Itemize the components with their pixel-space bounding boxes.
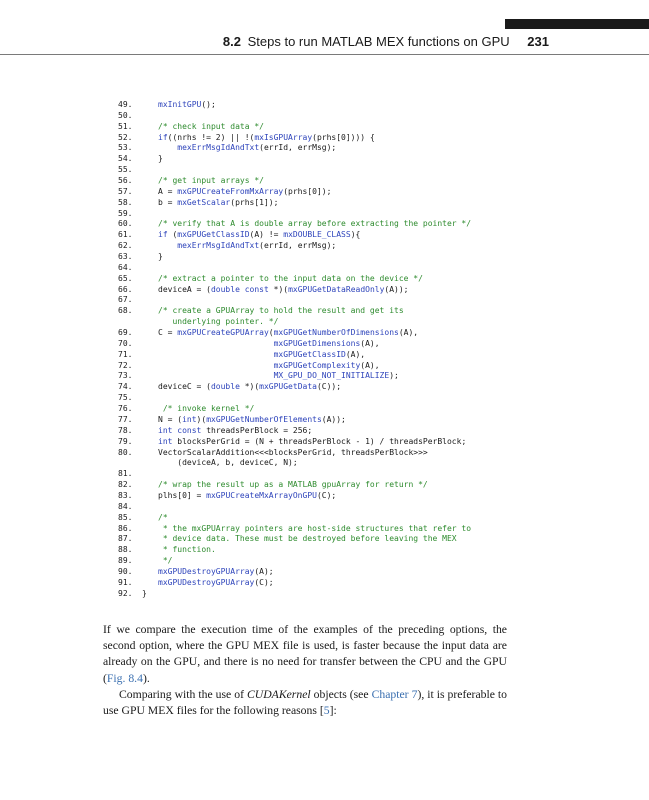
line-number: 62. [118,241,133,251]
line-number: 59. [118,208,133,218]
figure-link[interactable]: Fig. 8.4 [106,671,143,685]
code-line [118,404,538,415]
code-line [118,371,538,382]
code-line [118,165,538,176]
line-code: mxGPUDestroyGPUArray(C); [158,577,274,587]
line-number: 73. [118,371,133,381]
line-code: mxGPUGetDimensions(A), [273,338,380,348]
line-number: 55. [118,165,133,175]
line-number: 65. [118,273,133,283]
cudakernel-term: CUDAKernel [247,687,311,701]
line-number: 85. [118,512,133,522]
line-code: N = (int)(mxGPUGetNumberOfElements(A)); [158,414,346,424]
line-number: 52. [118,132,133,142]
line-code: (deviceA, b, deviceC, N); [158,458,298,468]
line-code: VectorScalarAddition<<<blocksPerGrid, threadsPerBlock>>> [158,447,428,457]
code-line [118,469,538,480]
line-number: 90. [118,566,133,576]
code-line [118,567,538,578]
code-line [118,176,538,187]
code-line [118,491,538,502]
section-number: 8.2 [222,34,241,49]
code-line [118,393,538,404]
chapter-link[interactable]: Chapter 7 [371,687,418,701]
code-line [118,198,538,209]
code-line [118,426,538,437]
paragraph-2: Comparing with the use of CUDAKernel objects (see Chapter 7), it is preferable to use GPU MEX files for the following reasons [5]: [103,687,508,718]
line-number: 91. [118,577,133,587]
line-number: 86. [118,523,133,533]
line-code: if (mxGPUGetClassID(A) != mxDOUBLE_CLASS){ [158,230,361,240]
line-code: /* create a GPUArray to hold the result and get its [158,306,404,316]
code-line [118,100,538,111]
line-code: /* wrap the result up as a MATLAB gpuArray for return */ [158,480,428,490]
code-line [118,154,538,165]
line-number: 70. [118,338,133,348]
page-number: 231 [527,34,549,49]
code-line [118,122,538,133]
line-number: 88. [118,545,133,555]
line-code: */ [158,556,173,566]
code-line [118,437,538,448]
line-number: 49. [118,100,133,109]
code-line [118,578,538,589]
code-line [118,545,538,556]
code-line [118,111,538,122]
code-line [118,339,538,350]
line-number: 61. [118,230,133,240]
code-line [118,230,538,241]
line-code: * function. [158,545,216,555]
line-code: mxGPUDestroyGPUArray(A); [158,566,274,576]
line-number: 83. [118,490,133,500]
code-line [118,589,538,600]
line-code: /* get input arrays */ [158,176,264,186]
code-line [118,382,538,393]
code-line [118,252,538,263]
code-line [118,415,538,426]
code-line [118,480,538,491]
line-number: 64. [118,262,133,272]
line-code: if((nrhs != 2) || !(mxIsGPUArray(prhs[0]))) { [158,132,375,142]
line-code: mxInitGPU(); [158,100,216,109]
line-number: 76. [118,404,133,414]
line-code: /* [158,512,168,522]
line-code: mxGPUGetClassID(A), [273,349,366,359]
code-line [118,350,538,361]
line-number: 92. [118,588,133,598]
line-number: 77. [118,414,133,424]
code-line [118,187,538,198]
line-number: 56. [118,176,133,186]
code-line [118,328,538,339]
line-number: 74. [118,382,133,392]
body-text [103,622,507,719]
line-number: 54. [118,154,133,164]
section-title: Steps to run MATLAB MEX functions on GPU [247,34,510,49]
line-number: 53. [118,143,133,153]
code-line [118,361,538,372]
line-number: 69. [118,328,133,338]
line-code: deviceA = (double const *)(mxGPUGetDataReadOnly(A)); [158,284,409,294]
line-number: 81. [118,469,133,479]
line-code: int const threadsPerBlock = 256; [158,425,313,435]
line-code: deviceC = (double *)(mxGPUGetData(C)); [158,382,342,392]
line-code: } [142,588,147,598]
line-number: 50. [118,110,133,120]
line-code: * device data. These must be destroyed before leaving the MEX [158,534,457,544]
running-header [223,34,549,49]
line-number: 87. [118,534,133,544]
line-code: C = mxGPUCreateGPUArray(mxGPUGetNumberOfDimensions(A), [158,328,419,338]
line-number: 84. [118,501,133,511]
code-line [118,241,538,252]
reference-link[interactable]: 5 [323,704,330,718]
line-code: A = mxGPUCreateFromMxArray(prhs[0]); [158,186,332,196]
line-code: underlying pointer. */ [158,317,279,327]
line-number: 79. [118,436,133,446]
code-line [118,133,538,144]
line-number: 63. [118,252,133,262]
code-line [118,502,538,513]
line-code: /* extract a pointer to the input data on the device */ [158,273,423,283]
code-line [118,306,538,317]
line-number: 60. [118,219,133,229]
code-line [118,295,538,306]
line-number: 51. [118,121,133,131]
code-line [118,513,538,524]
line-code: mxGPUGetComplexity(A), [273,360,380,370]
code-line [118,556,538,567]
code-line [118,448,538,459]
line-number: 67. [118,295,133,305]
line-code: } [158,252,163,262]
line-number: 66. [118,284,133,294]
line-number: 89. [118,556,133,566]
code-line [118,219,538,230]
code-line [118,534,538,545]
header-rule [0,54,649,55]
line-code: MX_GPU_DO_NOT_INITIALIZE); [273,371,399,381]
line-code: /* check input data */ [158,121,264,131]
code-line [118,317,538,328]
line-code: int blocksPerGrid = (N + threadsPerBlock - 1) / threadsPerBlock; [158,436,467,446]
code-line [118,209,538,220]
line-code: mexErrMsgIdAndTxt(errId, errMsg); [177,143,337,153]
line-code: /* invoke kernel */ [158,404,255,414]
code-line [118,285,538,296]
code-line [118,143,538,154]
code-listing [118,100,538,600]
code-line [118,274,538,285]
line-number: 68. [118,306,133,316]
header-accent-bar [505,19,649,29]
line-code: mexErrMsgIdAndTxt(errId, errMsg); [177,241,337,251]
line-code: b = mxGetScalar(prhs[1]); [158,197,279,207]
line-number: 78. [118,425,133,435]
line-code: * the mxGPUArray pointers are host-side structures that refer to [158,523,472,533]
line-number: 72. [118,360,133,370]
line-code: plhs[0] = mxGPUCreateMxArrayOnGPU(C); [158,490,337,500]
line-number: 58. [118,197,133,207]
code-line [118,263,538,274]
line-code: /* verify that A is double array before extracting the pointer */ [158,219,472,229]
code-line [118,524,538,535]
paragraph-1: If we compare the execution time of the examples of the preceding options, the second option, where the GPU MEX file is used, is faster because the input data are already on the GPU, and there is no need for transfer between the CPU and the GPU (Fig. 8.4). [103,623,507,685]
line-number: 80. [118,447,133,457]
line-number: 71. [118,349,133,359]
line-code: } [158,154,163,164]
line-number: 75. [118,393,133,403]
code-line [118,458,538,469]
line-number: 82. [118,480,133,490]
line-number: 57. [118,186,133,196]
